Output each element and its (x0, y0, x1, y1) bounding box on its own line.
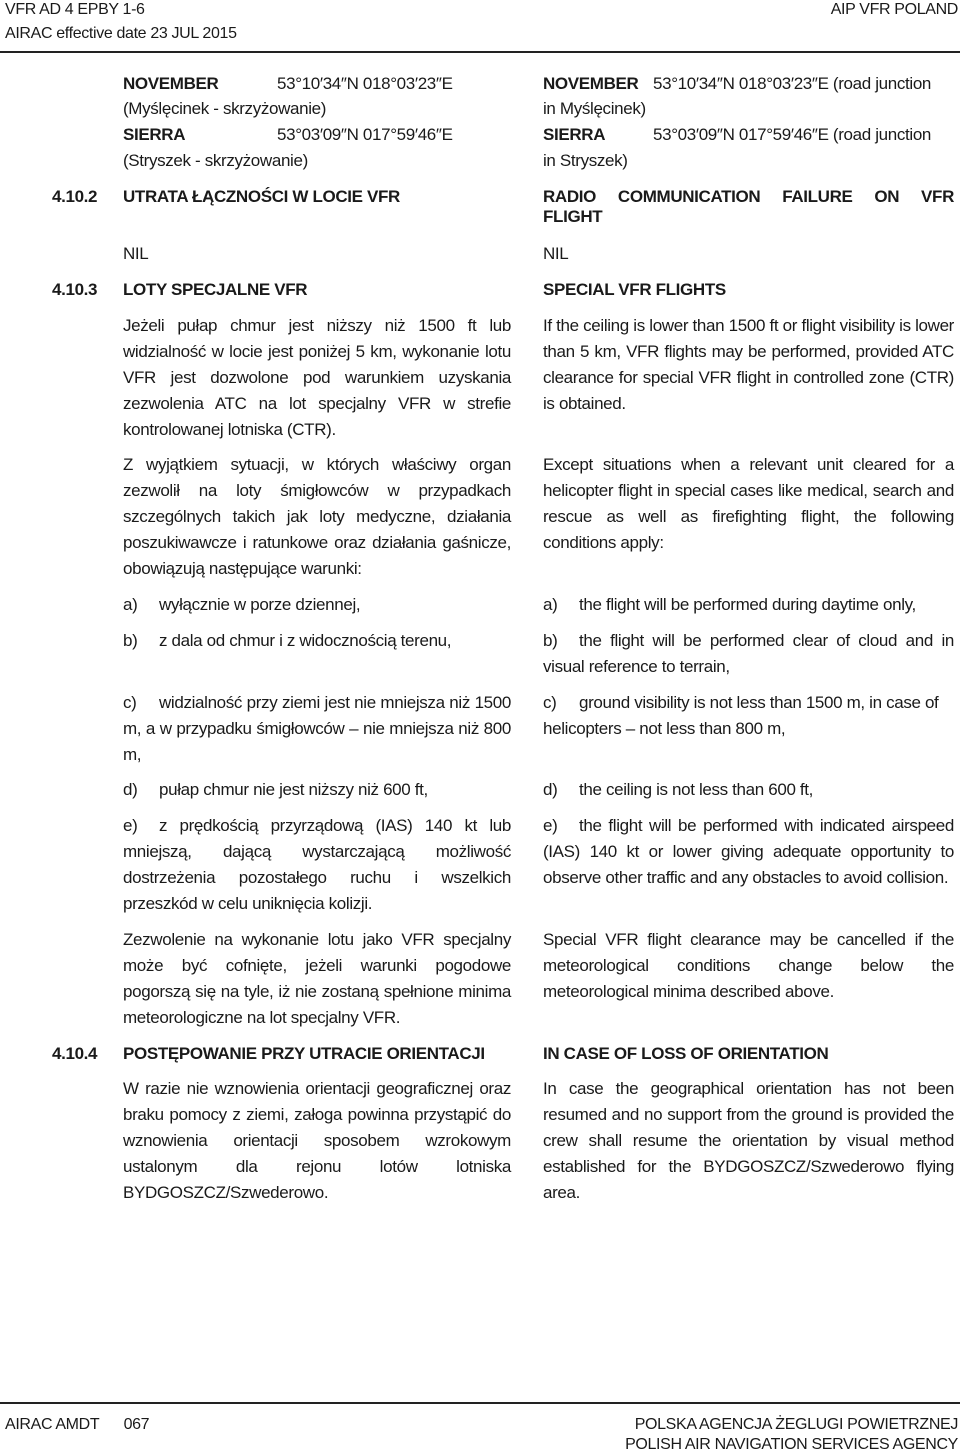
section-number: 4.10.2 (52, 187, 98, 206)
list-item-label: d) (123, 780, 138, 799)
publication-title: AIP VFR POLAND (830, 1, 958, 18)
list-item-text: the flight will be performed clear of cloud and in visual reference to terrain, (543, 631, 954, 676)
point-coordinates: 53°03′09″N 017°59′46″E (277, 125, 453, 144)
point-description: in Stryszek) (543, 151, 628, 170)
list-item-label: c) (123, 693, 137, 712)
point-sierra-pl (123, 125, 453, 145)
section-title-pl: UTRATA ŁĄCZNOŚCI W LOCIE VFR (123, 187, 400, 206)
section-body-en: NIL (543, 244, 569, 263)
header-rule (0, 51, 960, 53)
list-item-en (543, 628, 954, 680)
paragraph-pl: W razie nie wznowienia orientacji geograficznej oraz braku pomocy z ziemi, załoga powinna przystąpić do wznowienia orientacji sposobem wzrokowym ustalonym dla rejonu lotów lotniska BYDGOSZCZ/Szwederowo. (123, 1079, 511, 1202)
list-item-label: e) (543, 816, 558, 835)
agency-name-en: POLISH AIR NAVIGATION SERVICES AGENCY (625, 1436, 958, 1453)
paragraph-pl: Zezwolenie na wykonanie lotu jako VFR specjalny może być cofnięte, jeżeli warunki pogodowe pogorszą się na tyle, iż nie zostaną spełnione minima meteorologiczne na lot specjalny VFR. (123, 930, 511, 1027)
list-item-pl (123, 628, 511, 654)
section-title-en-continued: FLIGHT (543, 207, 603, 226)
point-code: NOVEMBER (123, 74, 219, 93)
list-item-label: b) (543, 631, 558, 650)
list-item-pl (123, 777, 511, 803)
list-item-text: widzialność przy ziemi jest nie mniejsza niż 1500 m, a w przypadku śmigłowców – nie mniejsza niż 800 m, (123, 693, 511, 764)
list-item-label: b) (123, 631, 138, 650)
point-coordinates: 53°10′34″N 018°03′23″E (277, 74, 453, 93)
list-item-label: a) (123, 595, 138, 614)
agency-name-pl: POLSKA AGENCJA ŻEGLUGI POWIETRZNEJ (634, 1416, 958, 1433)
paragraph-en: Except situations when a relevant unit cleared for a helicopter flight in special cases like medical, search and rescue as well as firefighting flight, the following conditions apply: (543, 455, 954, 552)
section-title-en: RADIO COMMUNICATION FAILURE ON VFR (543, 187, 954, 206)
section-body-pl: NIL (123, 244, 149, 263)
list-item-pl (123, 690, 511, 768)
list-item-en (543, 690, 954, 742)
point-code: NOVEMBER (543, 74, 639, 93)
paragraph-en: In case the geographical orientation has not been resumed and no support from the ground is provided the crew shall resume the orientation by visual method established for the BYDGOSZCZ/Szwederowo flying area. (543, 1079, 954, 1202)
list-item-en (543, 592, 954, 618)
list-item-label: c) (543, 693, 557, 712)
list-item-text: z dala od chmur i z widocznością terenu, (159, 631, 452, 650)
point-sierra-en (543, 125, 931, 145)
list-item-en (543, 777, 954, 803)
list-item-text: the flight will be performed during daytime only, (579, 595, 916, 614)
point-november-pl (123, 74, 453, 94)
airac-effective-date: AIRAC effective date 23 JUL 2015 (5, 25, 237, 42)
list-item-text: wyłącznie w porze dziennej, (159, 595, 361, 614)
point-november-en (543, 74, 931, 94)
list-item-text: pułap chmur nie jest niższy niż 600 ft, (159, 780, 428, 799)
list-item-pl (123, 592, 511, 618)
section-number: 4.10.3 (52, 280, 98, 299)
paragraph-en: If the ceiling is lower than 1500 ft or flight visibility is lower than 5 km, VFR flights may be performed, provided ATC clearance for special VFR flight in controlled zone (CTR) is obtained. (543, 316, 954, 413)
list-item-label: e) (123, 816, 138, 835)
point-description: (Myślęcinek - skrzyżowanie) (123, 99, 327, 118)
list-item-label: a) (543, 595, 558, 614)
section-number: 4.10.4 (52, 1044, 98, 1063)
paragraph-en: Special VFR flight clearance may be cancelled if the meteorological conditions change below the meteorological minima described above. (543, 930, 954, 1001)
point-coordinates: 53°10′34″N 018°03′23″E (road junction (653, 74, 932, 93)
footer-rule (0, 1402, 960, 1404)
point-code: SIERRA (543, 125, 606, 144)
list-item-text: the ceiling is not less than 600 ft, (579, 780, 814, 799)
point-description: in Myślęcinek) (543, 99, 646, 118)
paragraph-pl: Z wyjątkiem sytuacji, w których właściwy organ zezwolił na loty śmigłowców w przypadkach szczególnych takich jak loty medyczne, działania poszukiwawcze i ratunkowe oraz działania gaśnicze, obowiązują następujące warunki: (123, 455, 511, 578)
section-title-en: SPECIAL VFR FLIGHTS (543, 280, 726, 299)
section-title-en: IN CASE OF LOSS OF ORIENTATION (543, 1044, 829, 1063)
point-code: SIERRA (123, 125, 186, 144)
point-coordinates: 53°03′09″N 017°59′46″E (road junction (653, 125, 932, 144)
list-item-text: the flight will be performed with indicated airspeed (IAS) 140 kt or lower giving adequate opportunity to observe other traffic and any obstacles to avoid collision. (543, 816, 954, 887)
list-item-pl (123, 813, 511, 917)
airac-amendment: AIRAC AMDT 067 (5, 1416, 150, 1433)
paragraph-pl: Jeżeli pułap chmur jest niższy niż 1500 ft lub widzialność w locie jest poniżej 5 km, wykonanie lotu VFR jest dozwolone pod warunkiem uzyskania zezwolenia ATC na lot specjalny VFR w strefie kontrolowanej lotniska (CTR). (123, 316, 511, 439)
section-title-pl: LOTY SPECJALNE VFR (123, 280, 308, 299)
section-title-pl: POSTĘPOWANIE PRZY UTRACIE ORIENTACJI (123, 1044, 485, 1063)
list-item-label: d) (543, 780, 558, 799)
list-item-text: ground visibility is not less than 1500 m, in case of helicopters – not less than 800 m, (543, 693, 939, 738)
list-item-en (543, 813, 954, 891)
point-description: (Stryszek - skrzyżowanie) (123, 151, 308, 170)
document-reference: VFR AD 4 EPBY 1-6 (5, 1, 145, 18)
list-item-text: z prędkością przyrządową (IAS) 140 kt lub mniejszą, dającą wystarczającą możliwość dostrzeżenia pozostałego ruchu i wszelkich przeszkód w celu uniknięcia kolizji. (123, 816, 511, 913)
